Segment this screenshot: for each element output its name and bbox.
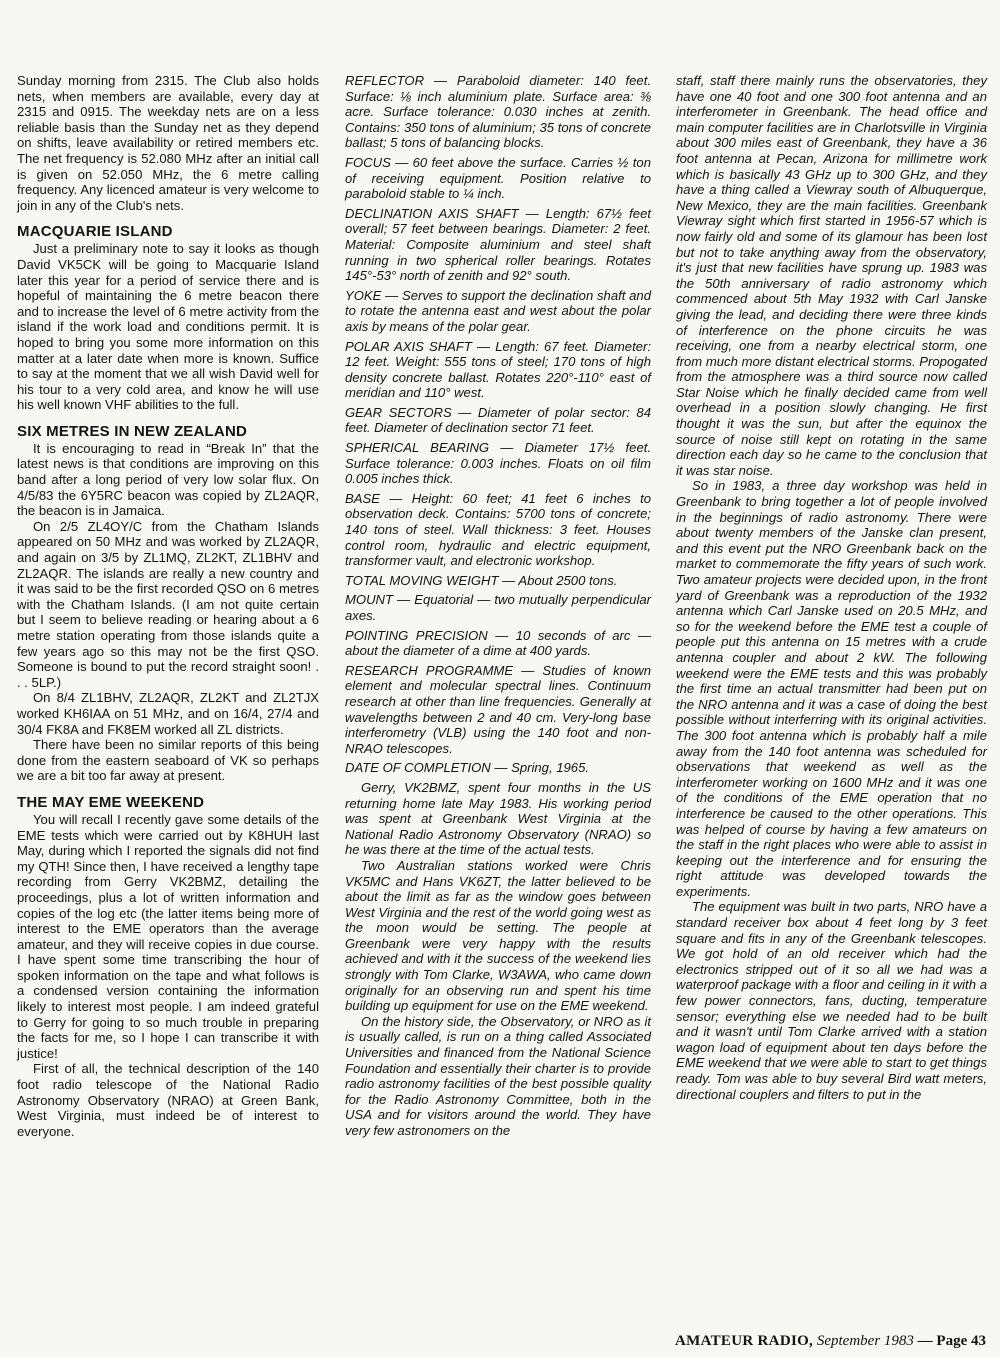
spec-pointing-precision: POINTING PRECISION — 10 seconds of arc — about the diameter of a dime at 400 yards. [345,627,651,659]
paragraph-nz-4: There have been no similar reports of this being done from the eastern seaboard of VK so perhaps we are a bit too far away at present. [17,737,319,784]
heading-macquarie-island: MACQUARIE ISLAND [17,223,173,241]
heading-may-eme-weekend: THE MAY EME WEEKEND [17,793,205,811]
issue-date: September 1983 [816,1333,914,1349]
paragraph-nz-1: It is encouraging to read in “Break In” that the latest news is that conditions are improving on this band after a long period of very low solar flux. On 4/5/83 the 6Y5RC beacon was copied by ZL2AQR, the beacon is in Jamaica. [17,440,319,519]
paragraph-history: On the history side, the Observatory, or NRO as it is usually called, is run on a thing called Associated Universities and financed from the National Science Foundation and essentially their charter is to provide radio astronomy facilities of the best possible quality for the Radio Astronomy Committee, both in the USA and for visitors around the world. They have very few astronomers on the [345,1013,651,1138]
spec-research: RESEARCH PROGRAMME — Studies of known element and molecular spectral lines. Continuum research at other than line frequencies. Generally at wavelengths between 2 and 40 cm. Very-long base interferometry (VLB) using the 140 foot and non-NRAO telescopes. [345,662,651,756]
paragraph-equipment: The equipment was built in two parts, NRO have a standard receiver box about 4 feet long by 3 feet square and fits in any of the Greenbank telescopes. We got hold of an old receiver which had the electronics stripped out of it so all we had was a waterproof package with a floor and ceiling in it with a few power connectors, fans, ducting, temperature sensor; everything else we needed had to be built and it wasn't until Tom Clarke arrived with a station wagon load of equipment about ten days before the EME weekend that we were able to start to get things ready. Tom was able to buy several Bird watt meters, directional couplers and filters to put in the [676,899,987,1102]
paragraph-eme-1: You will recall I recently gave some details of the EME tests which were carried out by K8HUH last May, during which I reported the signals did not find my QTH! Since then, I have received a lengthy tape recording from Gerry VK2BMZ, detailing the proceedings, plus a lot of written information and copies of the log etc (the latter items being more of interest to the EME operators than the average amateur, and they will receive copies in due course. I have spent some time transcribing the hour of spoken information on the tape and what follows is a condensed version containing the information likely to interest most people. I am indeed grateful to Gerry for going to so much trouble in preparing the facts for me, so I hope I can transcribe it with justice! [17,811,319,1061]
spec-declination-shaft: DECLINATION AXIS SHAFT — Length: 67½ feet overall; 57 feet between bearings. Diameter: 2 feet. Material: Composite aluminium and steel shaft running in two spherical roller bearings. Rotates 145°-53° north of zenith and 92° south. [345,205,651,284]
spec-gear-sectors: GEAR SECTORS — Diameter of polar sector: 84 feet. Diameter of declination sector 71 feet. [345,404,651,436]
paragraph-australian-stations: Two Australian stations worked were Chris VK5MC and Hans VK6ZT, the latter believed to be about the limit as far as the window goes between West Virginia and the rest of the world going west as the moon would be setting. The people at Greenbank were very happy with the results achieved and with it the success of the weekend lies strongly with Tom Clarke, W3AWA, who came down originally for an observing run and spent his time building up equipment for use on the EME weekend. [345,857,651,1014]
spec-completion-date: DATE OF COMPLETION — Spring, 1965. [345,760,590,776]
paragraph-workshop: So in 1983, a three day workshop was held in Greenbank to bring together a lot of people involved in the beginnings of radio astronomy. There were about twenty members of the Janske clan present, and this event put the NRO Greenbank back on the market to commemorate the fifty years of such work. Two amateur projects were decided upon, in the front yard of Greenbank was a reproduction of the 1932 antenna which Carl Janske used on 20.5 MHz, and so for the weekend before the EME test a couple of people put this antenna on 15 metres with a crude antenna coupler and about 2 kW. The following weekend were the EME tests and this was probably the first time an actual transmitter had been put on the NRO antenna and it was a case of doing the best possible without interferring with its original activities. The 300 foot antenna which is probably half a mile away from the 140 foot antenna was scheduled for observations that weekend as well as the interferometer working on 1600 MHz and it was one of the conditions of the EME operation that no interference be caused to the other operations. This was helped of course by having a few amateurs on the staff in the right places who were able to assist in keeping out the interference and for ensuring the right attitude was developed towards the experiments. [676,478,987,899]
heading-six-metres-nz: SIX METRES IN NEW ZEALAND [17,422,248,440]
spec-yoke: YOKE — Serves to support the declination shaft and to rotate the antenna east and west about the polar axis by means of the polar gear. [345,287,651,334]
spec-reflector: REFLECTOR — Paraboloid diameter: 140 feet. Surface: ⅛ inch aluminium plate. Surface area: ⅜ acre. Surface tolerance: 0.030 inches at zenith. Contains: 350 tons of aluminium; 35 tons of concrete ballast; 5 tons of balancing blocks. [345,73,651,151]
paragraph-staff: staff, staff there mainly runs the observatories, they have one 40 foot and one 300 foot antenna and an interferometer in Greenbank. The head office and main computer facilities are in Charlotsville in Virginia about 300 miles east of Greenbank, they have a 36 foot antenna at Pecan, Arizona for millimetre work which is basically 43 GHz up to 300 GHz, and they have a thing called a Viewray south of Albuquerque, New Mexico, they are the main facilities. Greenbank Viewray sight which first started in 1956-57 which is now fairly old and some of its glamour has been lost but not to take anything away from the observatory, it's just that new facilities have sprung up. 1983 was the 50th anniversary of radio astronomy which commenced about 5th May 1932 with Carl Janske giving the lead, and deciding there were three kinds of interference on the phone circuits he was receiving, one from a nearby electrical storm, one from much more distant electrical storms. Propogated from the atmosphere was a third source now called Star Noise which he finally decided came from well overhead in a position slowly changing. He first thought it was the sun, but after the equinox the source of noise still kept on rotating in the same direction each day so he came to the conclusion that it was star noise. [676,73,987,478]
spec-mount: MOUNT — Equatorial — two mutually perpendicular axes. [345,592,651,623]
paragraph-club-nets: Sunday morning from 2315. The Club also holds nets, when members are available, every day at 2315 and 0915. The weekday nets are on a less reliable basis than the Sunday net as they depend on shifts, leave availability or retired members etc. The net frequency is 52.080 MHz after an initial call is given on 52.050 MHz, the 6 metre calling frequency. Any licenced amateur is very welcome to join in any of the Club's nets. [17,73,319,213]
column-left [17,73,319,1139]
spec-base: BASE — Height: 60 feet; 41 feet 6 inches to observation deck. Contains: 5700 tons of concrete; 140 tons of steel. Wall thickness: 3 feet. Houses control room, hydraulic and electric equipment, transformer vault, and electronic workshop. [345,490,651,569]
magazine-name: AMATEUR RADIO, [675,1333,814,1349]
column-middle [345,73,651,1139]
page-footer [675,1333,986,1350]
spec-spherical-bearing: SPHERICAL BEARING — Diameter 17½ feet. Surface tolerance: 0.003 inches. Floats on oil film 0.005 inches thick. [345,440,651,487]
page-number: — Page 43 [917,1333,986,1349]
paragraph-eme-2: First of all, the technical description of the 140 foot radio telescope of the National Radio Astronomy Observatory (NRAO) at Green Bank, West Virginia, must indeed be of interest to everyone. [17,1061,319,1139]
paragraph-nz-3: On 8/4 ZL1BHV, ZL2AQR, ZL2KT and ZL2TJX worked KH6IAA on 51 MHz, and on 16/4, 27/4 and 30/4 FK8A and FK8EM worked all ZL districts. [17,690,319,737]
paragraph-nz-2: On 2/5 ZL4OY/C from the Chatham Islands appeared on 50 MHz and was worked by ZL2AQR, and again on 3/5 by ZL1MQ, ZL2KT, ZL1BHV and ZL2AQR. The islands are really a new country and it was said to be the first recorded QSO on 6 metres with the Chatham Islands. (I am not quite certain but I seem to believe reading or hearing about a 6 metre station operating from those islands quite a few years ago so this may not be the first QSO. Someone is bound to put the record straight soon! . . . 5LP.) [17,518,319,690]
column-right [676,73,987,1102]
spec-total-weight: TOTAL MOVING WEIGHT — About 2500 tons. [345,572,618,588]
paragraph-gerry: Gerry, VK2BMZ, spent four months in the US returning home late May 1983. His working period was spent at Greenbank West Virginia at the National Radio Astronomy Observatory (NRAO) so he was there at the time of the actual tests. [345,779,651,858]
paragraph-macquarie: Just a preliminary note to say it looks as though David VK5CK will be going to Macquarie Island later this year for a period of service there and is hopeful of maintaining the 6 metre beacon there and to increase the level of 6 metre activity from the island if the work load and conditions permit. It is hoped to bring you some more information on this matter at a later date when more is known. Suffice to say at the moment that we all wish David well for his tour to a very cold area, and know he will use his well known VHF abilities to the full. [17,241,319,413]
spec-polar-axis: POLAR AXIS SHAFT — Length: 67 feet. Diameter: 12 feet. Weight: 555 tons of steel; 170 tons of high density concrete ballast. Rotates 220°-110° east of meridian and 110° west. [345,338,651,401]
spec-focus: FOCUS — 60 feet above the surface. Carries ½ ton of receiving equipment. Position relative to paraboloid stable to ¼ inch. [345,154,651,202]
